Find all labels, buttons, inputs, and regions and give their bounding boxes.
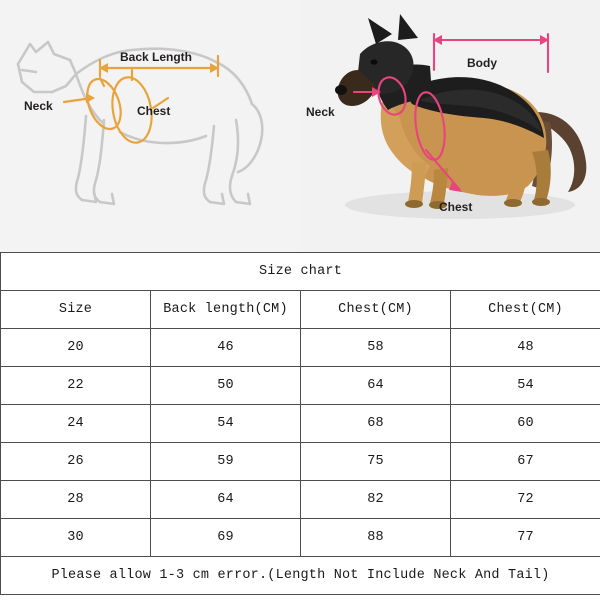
column-header-back-length: Back length(CM)	[151, 291, 301, 329]
cell-size: 24	[1, 405, 151, 443]
cell-back-length: 59	[151, 443, 301, 481]
cell-chest-1: 82	[301, 481, 451, 519]
table-note-row	[1, 557, 600, 595]
cell-size: 20	[1, 329, 151, 367]
cell-size: 28	[1, 481, 151, 519]
left-illustration-panel	[0, 0, 300, 252]
table-title-row	[1, 253, 600, 291]
table-row	[1, 329, 600, 367]
chest-label: Chest	[137, 104, 171, 118]
neck-label: Neck	[24, 99, 53, 113]
size-chart-table	[0, 252, 600, 595]
cell-chest-1: 88	[301, 519, 451, 557]
cell-chest-2: 54	[451, 367, 600, 405]
size-chart-table-wrap	[0, 252, 600, 600]
table-row	[1, 367, 600, 405]
cell-chest-2: 72	[451, 481, 600, 519]
neck-label: Neck	[306, 105, 335, 119]
table-header-row	[1, 291, 600, 329]
cell-back-length: 69	[151, 519, 301, 557]
column-header-chest-1: Chest(CM)	[301, 291, 451, 329]
cell-chest-1: 64	[301, 367, 451, 405]
cell-size: 26	[1, 443, 151, 481]
illustration-row	[0, 0, 600, 252]
cell-size: 30	[1, 519, 151, 557]
cell-chest-2: 48	[451, 329, 600, 367]
cell-back-length: 50	[151, 367, 301, 405]
cell-chest-2: 60	[451, 405, 600, 443]
table-row	[1, 405, 600, 443]
table-row	[1, 443, 600, 481]
cell-chest-2: 67	[451, 443, 600, 481]
german-shepherd-illustration	[300, 0, 600, 252]
table-title: Size chart	[1, 253, 600, 291]
cell-size: 22	[1, 367, 151, 405]
cell-back-length: 64	[151, 481, 301, 519]
right-illustration-panel	[300, 0, 600, 252]
table-row	[1, 481, 600, 519]
cell-back-length: 46	[151, 329, 301, 367]
cell-chest-1: 75	[301, 443, 451, 481]
size-chart-note: Please allow 1-3 cm error.(Length Not Include Neck And Tail)	[1, 557, 600, 595]
table-row	[1, 519, 600, 557]
dog-outline-illustration	[0, 0, 300, 252]
column-header-size: Size	[1, 291, 151, 329]
cell-chest-2: 77	[451, 519, 600, 557]
back-length-label: Back Length	[120, 50, 193, 64]
cell-chest-1: 58	[301, 329, 451, 367]
cell-chest-1: 68	[301, 405, 451, 443]
chest-label: Chest	[439, 200, 473, 214]
column-header-chest-2: Chest(CM)	[451, 291, 600, 329]
cell-back-length: 54	[151, 405, 301, 443]
body-label: Body	[467, 56, 497, 70]
